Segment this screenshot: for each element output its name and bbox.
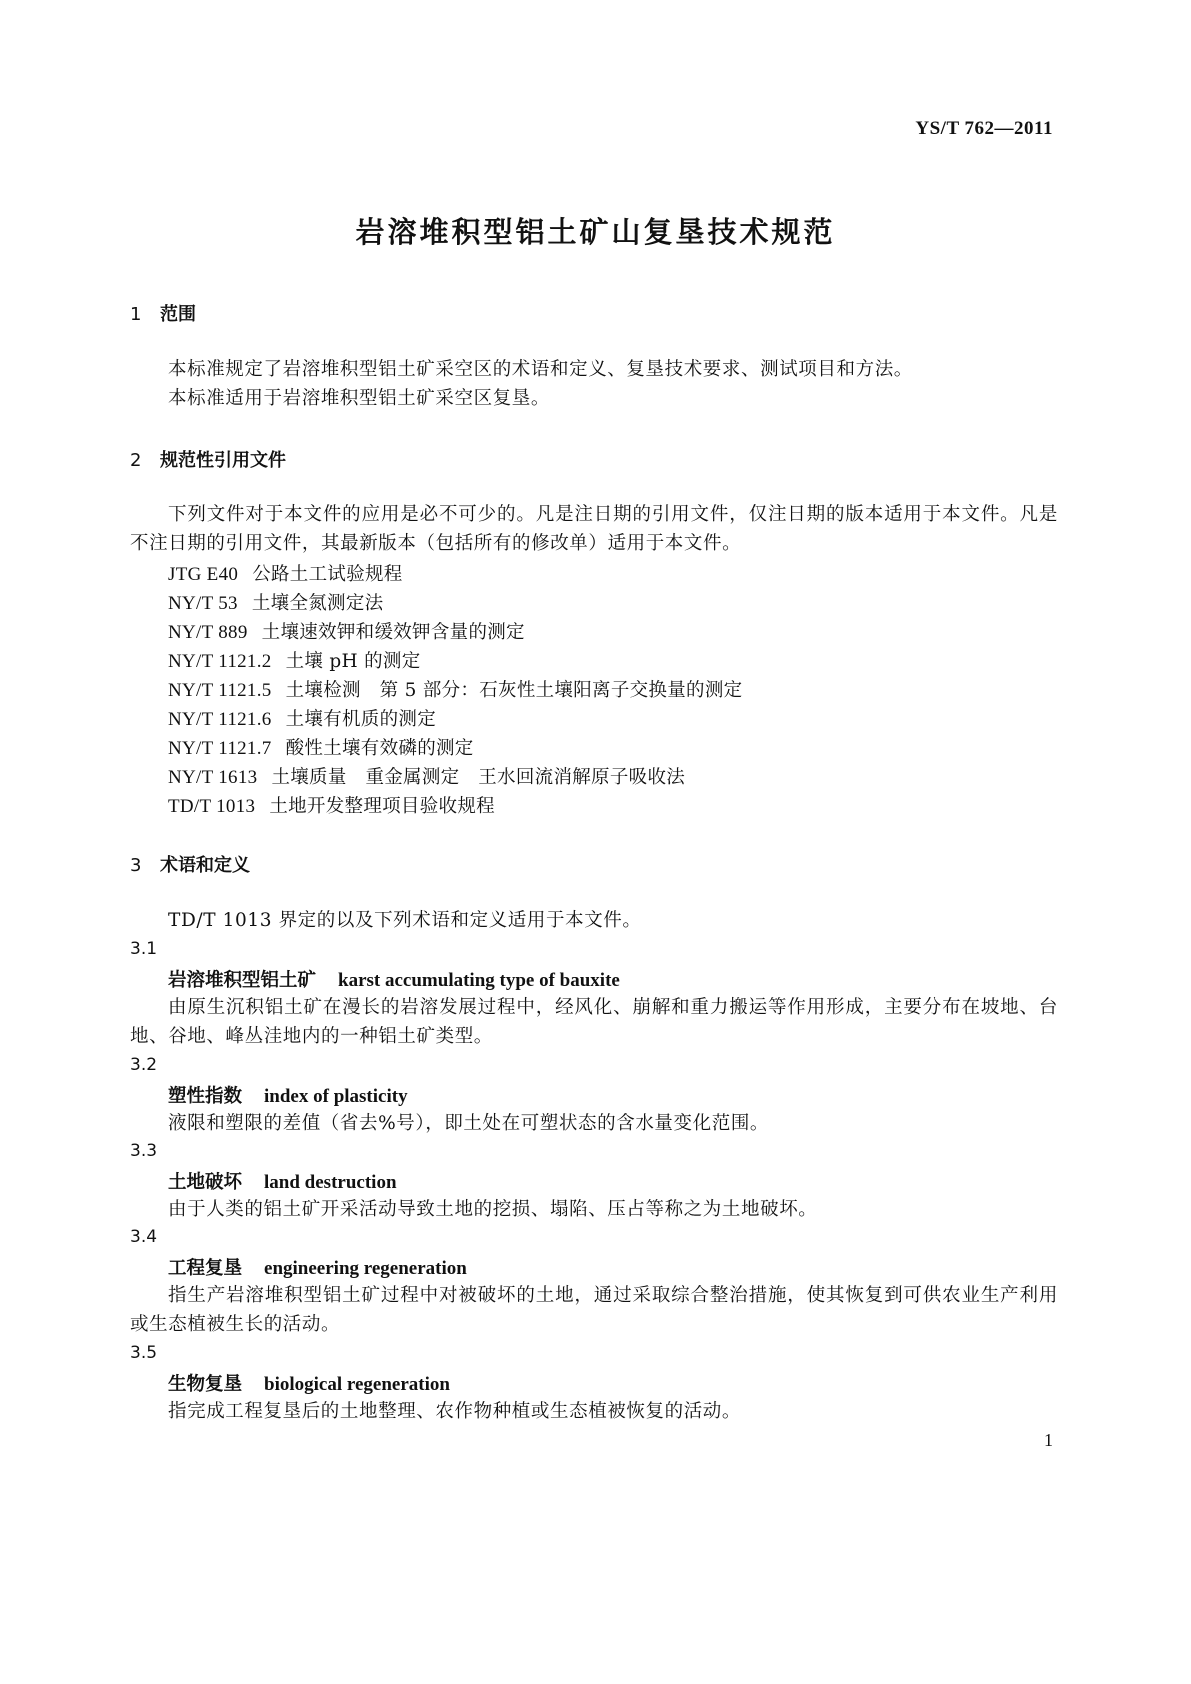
section-title: 术语和定义 — [160, 855, 250, 876]
paragraph: 下列文件对于本文件的应用是必不可少的。凡是注日期的引用文件，仅注日期的版本适用于本文件。凡是不注日期的引用文件，其最新版本（包括所有的修改单）适用于本文件。 — [130, 504, 1058, 554]
reference-title: 土壤 pH 的测定 — [285, 651, 421, 672]
reference-item — [168, 676, 742, 702]
term-definition: 由于人类的铝土矿开采活动导致土地的挖损、塌陷、压占等称之为土地破坏。 — [168, 1199, 818, 1220]
term-heading — [168, 1082, 408, 1108]
section-2-heading — [130, 446, 286, 472]
reference-code: NY/T 1613 — [168, 767, 258, 788]
term-number: 3.2 — [130, 1055, 158, 1075]
reference-item — [168, 763, 685, 789]
document-title: 岩溶堆积型铝土矿山复垦技术规范 — [355, 215, 836, 249]
reference-item — [168, 705, 436, 731]
reference-item — [168, 734, 474, 760]
term-definition: 液限和塑限的差值（省去%号），即土处在可塑状态的含水量变化范围。 — [168, 1113, 770, 1134]
reference-code: NY/T 1121.2 — [168, 651, 272, 672]
reference-code: NY/T 53 — [168, 593, 238, 614]
term-definition: 指完成工程复垦后的土地整理、农作物种植或生态植被恢复的活动。 — [168, 1401, 742, 1422]
reference-code: NY/T 1121.7 — [168, 738, 272, 759]
reference-item — [168, 618, 525, 644]
reference-code: NY/T 1121.5 — [168, 680, 272, 701]
paragraph: 本标准规定了岩溶堆积型铝土矿采空区的术语和定义、复垦技术要求、测试项目和方法。 — [168, 359, 913, 380]
reference-title: 土壤质量 重金属测定 王水回流消解原子吸收法 — [271, 767, 686, 788]
term-heading — [168, 1254, 467, 1280]
reference-code: NY/T 1121.6 — [168, 709, 272, 730]
term-en: land destruction — [264, 1172, 397, 1193]
term-heading — [168, 1370, 450, 1396]
term-number: 3.1 — [130, 939, 158, 959]
reference-title: 土壤全氮测定法 — [251, 593, 384, 614]
term-zh: 岩溶堆积型铝土矿 — [168, 970, 317, 991]
reference-code: JTG E40 — [168, 564, 239, 585]
term-definition: 指生产岩溶堆积型铝土矿过程中对被破坏的土地，通过采取综合整治措施，使其恢复到可供农业生产利用或生态植被生长的活动。 — [130, 1285, 1058, 1335]
section-number: 3 — [130, 855, 142, 876]
term-number: 3.5 — [130, 1343, 158, 1363]
term-en: engineering regeneration — [264, 1258, 467, 1279]
term-zh: 工程复垦 — [168, 1258, 243, 1279]
section-title: 规范性引用文件 — [160, 450, 286, 471]
reference-title: 酸性土壤有效磷的测定 — [285, 738, 474, 759]
page-number: 1 — [1044, 1430, 1053, 1450]
term-heading — [168, 1168, 397, 1194]
paragraph: 本标准适用于岩溶堆积型铝土矿采空区复垦。 — [168, 388, 551, 409]
reference-code: NY/T 889 — [168, 622, 248, 643]
term-en: karst accumulating type of bauxite — [338, 970, 620, 991]
term-definition: 由原生沉积铝土矿在漫长的岩溶发展过程中，经风化、崩解和重力搬运等作用形成，主要分布在坡地、台地、谷地、峰丛洼地内的一种铝土矿类型。 — [130, 997, 1058, 1047]
term-number: 3.3 — [130, 1141, 158, 1161]
reference-item — [168, 647, 421, 673]
term-zh: 土地破坏 — [168, 1172, 243, 1193]
term-zh: 塑性指数 — [168, 1086, 243, 1107]
reference-title: 公路土工试验规程 — [252, 564, 403, 585]
reference-item — [168, 589, 383, 615]
reference-title: 土壤有机质的测定 — [285, 709, 436, 730]
reference-code: TD/T 1013 — [168, 796, 256, 817]
reference-title: 土壤速效钾和缓效钾含量的测定 — [261, 622, 525, 643]
reference-title: 土壤检测 第 5 部分：石灰性土壤阳离子交换量的测定 — [285, 680, 743, 701]
reference-title: 土地开发整理项目验收规程 — [269, 796, 495, 817]
section-1-heading — [130, 300, 196, 326]
term-zh: 生物复垦 — [168, 1374, 243, 1395]
reference-item — [168, 560, 403, 586]
term-number: 3.4 — [130, 1227, 158, 1247]
term-en: index of plasticity — [264, 1086, 408, 1107]
reference-item — [168, 792, 495, 818]
section-number: 2 — [130, 450, 142, 471]
term-en: biological regeneration — [264, 1374, 450, 1395]
paragraph: TD/T 1013 界定的以及下列术语和定义适用于本文件。 — [168, 910, 642, 931]
term-heading — [168, 966, 620, 992]
section-title: 范围 — [160, 304, 196, 325]
standard-code: YS/T 762—2011 — [915, 118, 1053, 139]
section-3-heading — [130, 851, 250, 877]
section-number: 1 — [130, 304, 142, 325]
